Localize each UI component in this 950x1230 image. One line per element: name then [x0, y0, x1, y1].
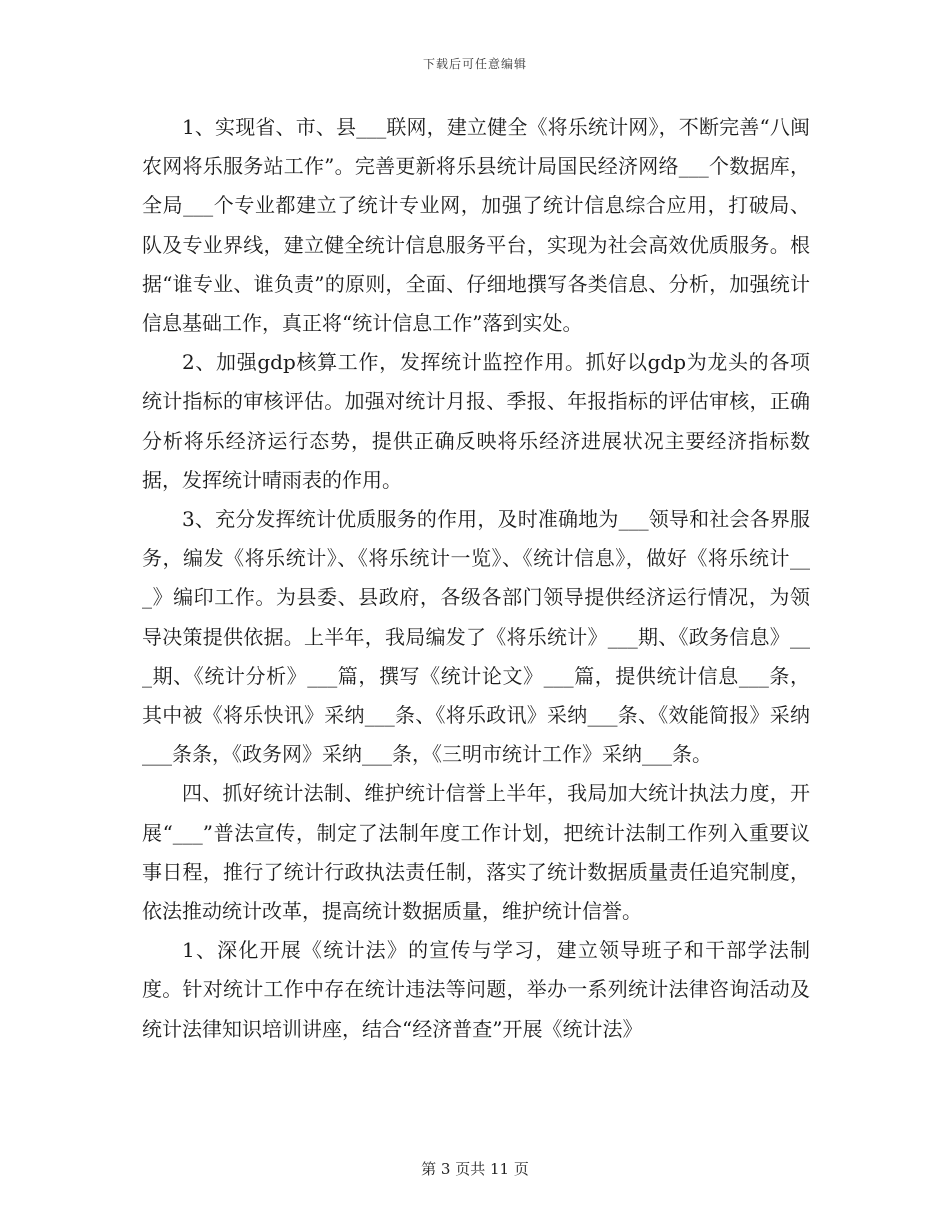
paragraph-law-promotion: 1、深化开展《统计法》的宣传与学习，建立领导班子和干部学法制度。针对统计工作中存在统计违法等问题，举办一系列统计法律咨询活动及统计法律知识培训讲座，结合“经济普查”开展《统计法》	[142, 938, 810, 1041]
document-body	[142, 108, 810, 1049]
paragraph-network: 1、实现省、市、县___联网，建立健全《将乐统计网》，不断完善“八闽农网将乐服务站工作”。完善更新将乐县统计局国民经济网络___个数据库，全局___个专业都建立了统计专业网，加强了统计信息综合应用，打破局、队及专业界线，建立健全统计信息服务平台，实现为社会高效优质服务。根据“谁专业、谁负责”的原则，全面、仔细地撰写各类信息、分析，加强统计信息基础工作，真正将“统计信息工作”落到实处。	[142, 115, 810, 336]
paragraph-statistical-services: 3、充分发挥统计优质服务的作用，及时准确地为___领导和社会各界服务，编发《将乐统计》、《将乐统计一览》、《统计信息》，做好《将乐统计___》编印工作。为县委、县政府，各级各部门领导提供经济运行情况，为领导决策提供依据。上半年，我局编发了《将乐统计》___期、《政务信息》___期、《统计分析》___篇，撰写《统计论文》___篇，提供统计信息___条，其中被《将乐快讯》采纳___条、《将乐政讯》采纳___条、《效能简报》采纳___条条，《政务网》采纳___条，《三明市统计工作》采纳___条。	[142, 507, 810, 767]
paragraph-gdp-accounting: 2、加强gdp核算工作，发挥统计监控作用。抓好以gdp为龙头的各项统计指标的审核评估。加强对统计月报、季报、年报指标的评估审核，正确分析将乐经济运行态势，提供正确反映将乐经济进展状况主要经济指标数据，发挥统计晴雨表的作用。	[142, 350, 810, 492]
paragraph-legal-system: 四、抓好统计法制、维护统计信誉上半年，我局加大统计执法力度，开展“___”普法宣传，制定了法制年度工作计划，把统计法制工作列入重要议事日程，推行了统计行政执法责任制，落实了统计数据质量责任追究制度，依法推动统计改革，提高统计数据质量，维护统计信誉。	[142, 781, 810, 924]
page-number: 第 3 页共 11 页	[421, 1160, 529, 1178]
page-header: 下载后可任意编辑	[422, 57, 527, 71]
